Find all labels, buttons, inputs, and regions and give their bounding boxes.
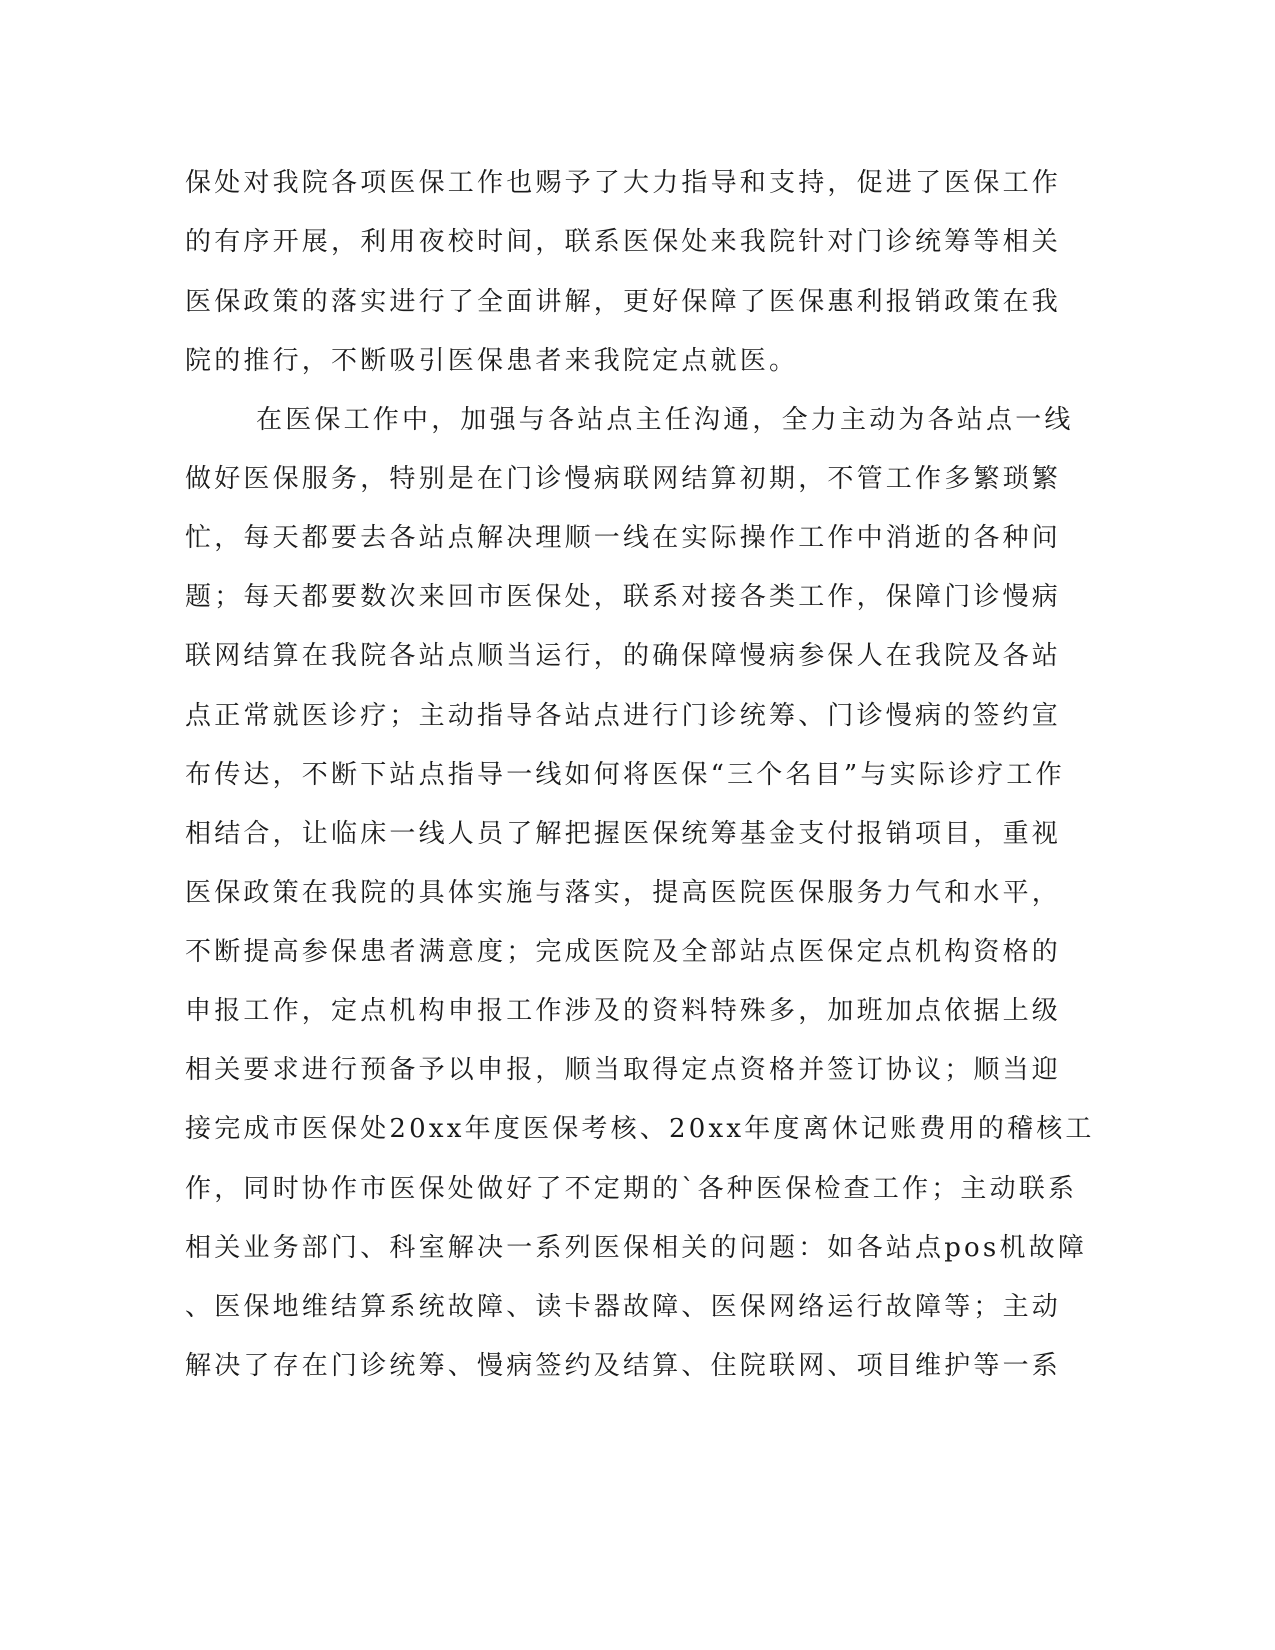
text-line: 医保政策在我院的具体实施与落实，提高医院医保服务力气和水平， — [185, 878, 1062, 908]
text-line: 相关要求进行预备予以申报，顺当取得定点资格并签订协议；顺当迎 — [185, 1055, 1062, 1085]
text-line: 院的推行，不断吸引医保患者来我院定点就医。 — [185, 346, 799, 376]
text-line: 申报工作，定点机构申报工作涉及的资料特殊多，加班加点依据上级 — [185, 996, 1062, 1026]
text-line: 布传达，不断下站点指导一线如何将医保“三个名目”与实际诊疗工作 — [185, 760, 1065, 790]
text-line: 联网结算在我院各站点顺当运行，的确保障慢病参保人在我院及各站 — [185, 641, 1062, 671]
text-line: 保处对我院各项医保工作也赐予了大力指导和支持，促进了医保工作 — [185, 168, 1062, 198]
text-line: 不断提高参保患者满意度；完成医院及全部站点医保定点机构资格的 — [185, 937, 1062, 967]
text-line: 相关业务部门、科室解决一系列医保相关的问题：如各站点pos机故障 — [185, 1233, 1088, 1263]
text-line: 解决了存在门诊统筹、慢病签约及结算、住院联网、项目维护等一系 — [185, 1351, 1062, 1381]
text-line: 接完成市医保处20xx年度医保考核、20xx年度离休记账费用的稽核工 — [185, 1114, 1095, 1144]
text-line: 作，同时协作市医保处做好了不定期的`各种医保检查工作；主动联系 — [185, 1174, 1078, 1204]
text-line: 点正常就医诊疗；主动指导各站点进行门诊统筹、门诊慢病的签约宣 — [185, 701, 1062, 731]
text-line: 忙，每天都要去各站点解决理顺一线在实际操作工作中消逝的各种问 — [185, 523, 1062, 553]
text-line: 做好医保服务，特别是在门诊慢病联网结算初期，不管工作多繁琐繁 — [185, 464, 1062, 494]
text-line: 、医保地维结算系统故障、读卡器故障、医保网络运行故障等；主动 — [185, 1292, 1062, 1322]
text-line: 医保政策的落实进行了全面讲解，更好保障了医保惠利报销政策在我 — [185, 287, 1062, 317]
text-line: 题；每天都要数次来回市医保处，联系对接各类工作，保障门诊慢病 — [185, 582, 1062, 612]
text-line: 的有序开展，利用夜校时间，联系医保处来我院针对门诊统筹等相关 — [185, 227, 1062, 257]
text-line: 在医保工作中，加强与各站点主任沟通，全力主动为各站点一线 — [256, 405, 1074, 435]
text-line: 相结合，让临床一线人员了解把握医保统筹基金支付报销项目，重视 — [185, 819, 1062, 849]
